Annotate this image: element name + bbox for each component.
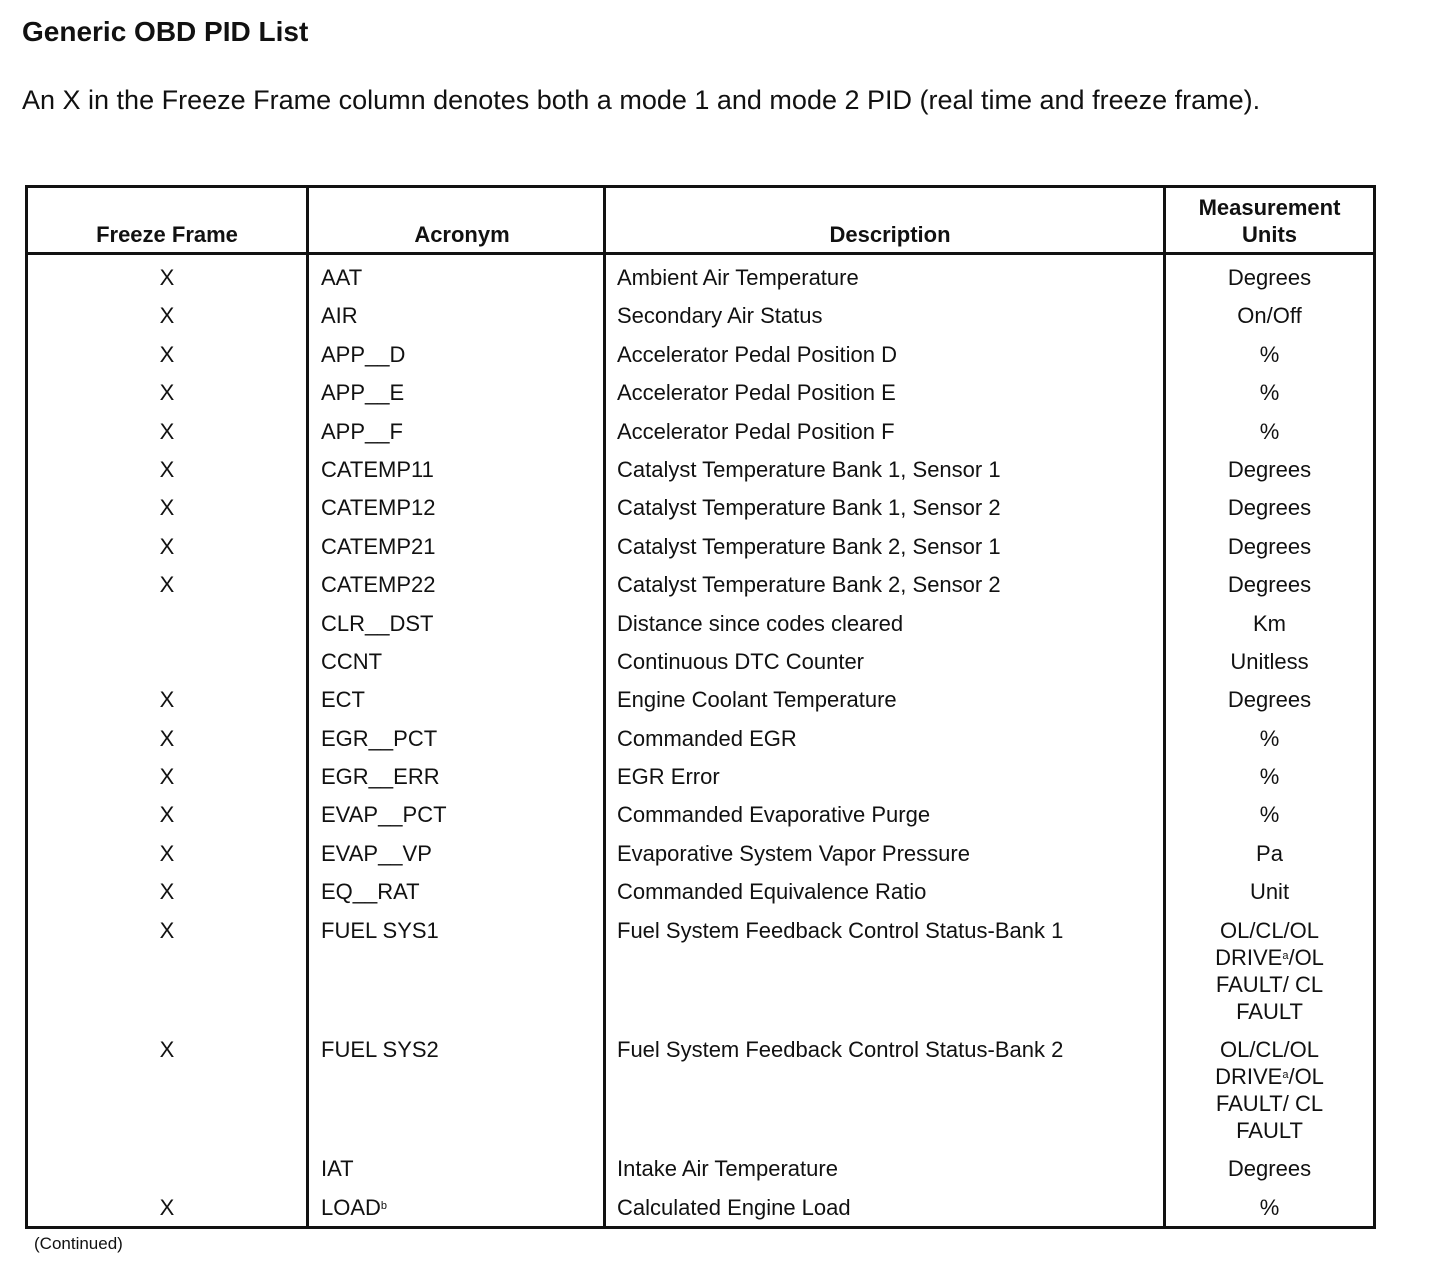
header-acronym: Acronym	[308, 187, 605, 254]
acronym-text: FUEL SYS1	[321, 917, 439, 943]
acronym-cell	[308, 834, 605, 872]
description-cell: Catalyst Temperature Bank 1, Sensor 2	[605, 488, 1165, 526]
units-cell: %	[1165, 373, 1375, 411]
page-title: Generic OBD PID List	[22, 16, 309, 47]
units-cell: Km	[1165, 604, 1375, 642]
units-footnote: a	[1282, 1069, 1289, 1082]
units-cell: Unitless	[1165, 642, 1375, 680]
units-cell: %	[1165, 795, 1375, 833]
acronym-text: CATEMP12	[321, 495, 436, 521]
table-row	[27, 412, 1375, 450]
acronym-text: EVAP__PCT	[321, 802, 447, 828]
description-cell: Calculated Engine Load	[605, 1188, 1165, 1228]
description-cell: Intake Air Temperature	[605, 1149, 1165, 1187]
freeze-frame-cell: X	[159, 533, 175, 559]
acronym-cell	[308, 335, 605, 373]
acronym-cell	[308, 296, 605, 334]
table-row	[27, 373, 1375, 411]
table-row	[27, 642, 1375, 680]
units-line: DRIVE	[1215, 944, 1283, 970]
freeze-frame-cell: X	[159, 879, 175, 905]
units-line: OL/CL/OL	[1219, 917, 1320, 943]
freeze-frame-cell: X	[159, 687, 175, 713]
description-cell: Ambient Air Temperature	[605, 254, 1165, 297]
units-line: /OL	[1288, 1064, 1324, 1090]
acronym-cell	[308, 373, 605, 411]
table-row	[27, 872, 1375, 910]
description-cell: Distance since codes cleared	[605, 604, 1165, 642]
freeze-frame-cell: X	[159, 764, 175, 790]
description-cell: EGR Error	[605, 757, 1165, 795]
header-units-line1: Measurement	[1198, 195, 1341, 220]
acronym-cell	[308, 527, 605, 565]
units-cell: Unit	[1165, 872, 1375, 910]
table-row	[27, 1149, 1375, 1187]
units-line: FAULT	[1236, 998, 1303, 1024]
description-cell: Catalyst Temperature Bank 2, Sensor 2	[605, 565, 1165, 603]
acronym-cell	[308, 254, 605, 297]
description-cell: Engine Coolant Temperature	[605, 680, 1165, 718]
table-row	[27, 719, 1375, 757]
units-line: OL/CL/OL	[1219, 1037, 1320, 1063]
acronym-text: EGR__PCT	[321, 725, 438, 751]
freeze-frame-cell: X	[159, 456, 175, 482]
units-line: FAULT/ CL	[1215, 971, 1324, 997]
units-cell: %	[1165, 335, 1375, 373]
table-row	[27, 488, 1375, 526]
acronym-footnote: b	[380, 1199, 388, 1212]
acronym-cell	[308, 450, 605, 488]
units-cell: Degrees	[1165, 450, 1375, 488]
freeze-frame-cell	[27, 604, 308, 642]
acronym-cell	[308, 1149, 605, 1187]
freeze-frame-cell: X	[159, 802, 175, 828]
description-cell: Fuel System Feedback Control Status-Bank 2	[605, 1030, 1165, 1149]
units-cell: %	[1165, 1188, 1375, 1228]
description-cell: Accelerator Pedal Position D	[605, 335, 1165, 373]
table-row	[27, 911, 1375, 1030]
units-cell: Degrees	[1165, 680, 1375, 718]
acronym-cell	[308, 1188, 605, 1228]
acronym-text: CATEMP21	[321, 533, 436, 559]
acronym-cell	[308, 911, 605, 1030]
acronym-text: EGR__ERR	[321, 764, 440, 790]
freeze-frame-cell: X	[159, 725, 175, 751]
acronym-cell	[308, 1030, 605, 1149]
acronym-text: ECT	[321, 687, 365, 713]
description-cell: Accelerator Pedal Position F	[605, 412, 1165, 450]
acronym-text: FUEL SYS2	[321, 1037, 439, 1063]
acronym-text: CCNT	[321, 648, 383, 674]
header-measurement-units	[1165, 187, 1375, 254]
units-cell	[1165, 1030, 1375, 1149]
description-cell: Commanded Equivalence Ratio	[605, 872, 1165, 910]
units-cell: Degrees	[1165, 254, 1375, 297]
header-description: Description	[605, 187, 1165, 254]
freeze-frame-cell: X	[159, 1194, 175, 1220]
acronym-text: CATEMP22	[321, 572, 436, 598]
table-row	[27, 296, 1375, 334]
acronym-text: CLR__DST	[321, 610, 434, 636]
acronym-cell	[308, 719, 605, 757]
description-cell: Catalyst Temperature Bank 2, Sensor 1	[605, 527, 1165, 565]
freeze-frame-cell: X	[159, 495, 175, 521]
table-header-row	[27, 187, 1375, 254]
units-footnote: a	[1282, 949, 1289, 962]
acronym-cell	[308, 872, 605, 910]
units-line: FAULT	[1236, 1118, 1303, 1144]
description-cell: Accelerator Pedal Position E	[605, 373, 1165, 411]
acronym-cell	[308, 604, 605, 642]
units-cell: Degrees	[1165, 488, 1375, 526]
description-cell: Secondary Air Status	[605, 296, 1165, 334]
pid-table	[25, 185, 1376, 1229]
table-row	[27, 680, 1375, 718]
acronym-cell	[308, 680, 605, 718]
acronym-text: EVAP__VP	[321, 840, 432, 866]
table-row	[27, 1188, 1375, 1228]
acronym-text: AAT	[321, 265, 363, 290]
freeze-frame-cell: X	[159, 265, 175, 290]
freeze-frame-cell: X	[159, 380, 175, 406]
freeze-frame-cell: X	[159, 418, 175, 444]
table-row	[27, 1030, 1375, 1149]
description-cell: Evaporative System Vapor Pressure	[605, 834, 1165, 872]
acronym-cell	[308, 642, 605, 680]
units-line: /OL	[1288, 944, 1324, 970]
acronym-cell	[308, 488, 605, 526]
acronym-text: APP__D	[321, 341, 406, 367]
units-cell: Degrees	[1165, 527, 1375, 565]
intro-text: An X in the Freeze Frame column denotes both a mode 1 and mode 2 PID (real time and freeze frame).	[22, 85, 1261, 115]
table-row	[27, 527, 1375, 565]
freeze-frame-cell: X	[159, 303, 175, 329]
units-line: DRIVE	[1215, 1064, 1283, 1090]
table-row	[27, 565, 1375, 603]
units-cell	[1165, 911, 1375, 1030]
acronym-text: EQ__RAT	[321, 879, 420, 905]
header-units-line2: Units	[1242, 222, 1297, 247]
table-row	[27, 834, 1375, 872]
units-cell: %	[1165, 757, 1375, 795]
table-row	[27, 450, 1375, 488]
continued-note: (Continued)	[34, 1234, 123, 1253]
acronym-cell	[308, 795, 605, 833]
acronym-text: IAT	[321, 1156, 354, 1182]
units-cell: Degrees	[1165, 1149, 1375, 1187]
acronym-cell	[308, 412, 605, 450]
freeze-frame-cell: X	[159, 341, 175, 367]
freeze-frame-cell: X	[159, 572, 175, 598]
acronym-cell	[308, 757, 605, 795]
table-row	[27, 604, 1375, 642]
table-row	[27, 795, 1375, 833]
acronym-text: AIR	[321, 303, 358, 329]
acronym-text: APP__F	[321, 418, 403, 444]
freeze-frame-cell	[27, 1149, 308, 1187]
description-cell: Commanded Evaporative Purge	[605, 795, 1165, 833]
freeze-frame-cell	[27, 642, 308, 680]
table-row	[27, 757, 1375, 795]
acronym-cell	[308, 565, 605, 603]
units-line: FAULT/ CL	[1215, 1091, 1324, 1117]
description-cell: Continuous DTC Counter	[605, 642, 1165, 680]
freeze-frame-cell: X	[159, 1037, 175, 1063]
freeze-frame-cell: X	[159, 840, 175, 866]
units-cell: Pa	[1165, 834, 1375, 872]
acronym-text: APP__E	[321, 380, 405, 406]
acronym-text: CATEMP11	[321, 456, 434, 482]
units-cell: %	[1165, 719, 1375, 757]
units-cell: Degrees	[1165, 565, 1375, 603]
table-row	[27, 254, 1375, 297]
freeze-frame-cell: X	[159, 917, 175, 943]
acronym-text: LOAD	[321, 1194, 381, 1220]
units-cell: On/Off	[1165, 296, 1375, 334]
header-freeze-frame: Freeze Frame	[27, 187, 308, 254]
description-cell: Catalyst Temperature Bank 1, Sensor 1	[605, 450, 1165, 488]
table-row	[27, 335, 1375, 373]
units-cell: %	[1165, 412, 1375, 450]
description-cell: Fuel System Feedback Control Status-Bank 1	[605, 911, 1165, 1030]
description-cell: Commanded EGR	[605, 719, 1165, 757]
